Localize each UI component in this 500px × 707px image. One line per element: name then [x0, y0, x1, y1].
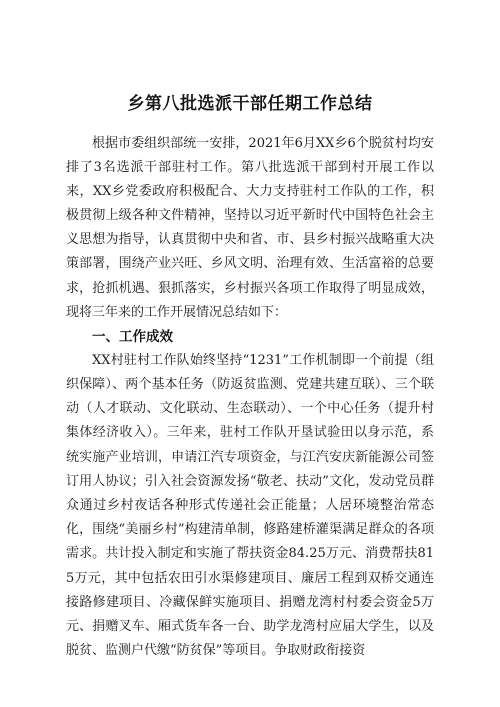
- section-heading-work-results: 一、工作成效: [92, 328, 173, 345]
- section-body-paragraph: XX村驻村工作队始终坚持“1231”工作机制即一个前提（组织保障）、两个基本任务（防返贫监测、党建共建互联）、三个联动（人才联动、文化联动、生态联动）、一个中心任务（提升村集体经济收入）。三年来，驻村工作队开垦试验田以身示范，系统实施产业培训，申请江汽专项资金，与江汽安庆新能源公司签订用人协议；引入社会资源发扬“敬老、扶动”文化，发动党员群众通过乡村夜话各种形式传递社会正能量；人居环境整治常态化，围绕“美丽乡村”构建清单制，修路建桥灌渠满足群众的各项需求。共计投入制定和实施了帮扶资金84.25万元、消费帮扶815万元，其中包括农田引水渠修建项目、廉居工程到双桥交通连接路修建项目、冷藏保鲜实施项目、捐赠龙湾村村委会资金5万元、捐赠叉车、厢式货车各一台、助学龙湾村应届大学生，以及脱贫、监测户代缴“防贫保”等项目。争取财政衔接资: [66, 352, 434, 659]
- intro-paragraph: 根据市委组织部统一安排，2021年6月XX乡6个脱贫村均安排了3名选派干部驻村工作。第八批选派干部到村开展工作以来，XX乡党委政府积极配合、大力支持驻村工作队的工作，积极贯彻上级各种文件精神，坚持以习近平新时代中国特色社会主义思想为指导，认真贯彻中央和省、市、县乡村振兴战略重大决策部署，围绕产业兴旺、乡风文明、治理有效、生活富裕的总要求，抢抓机遇、狠抓落实，乡村振兴各项工作取得了明显成效，现将三年来的工作开展情况总结如下：: [66, 136, 434, 320]
- document-title: 乡第八批选派干部任期工作总结: [127, 94, 373, 114]
